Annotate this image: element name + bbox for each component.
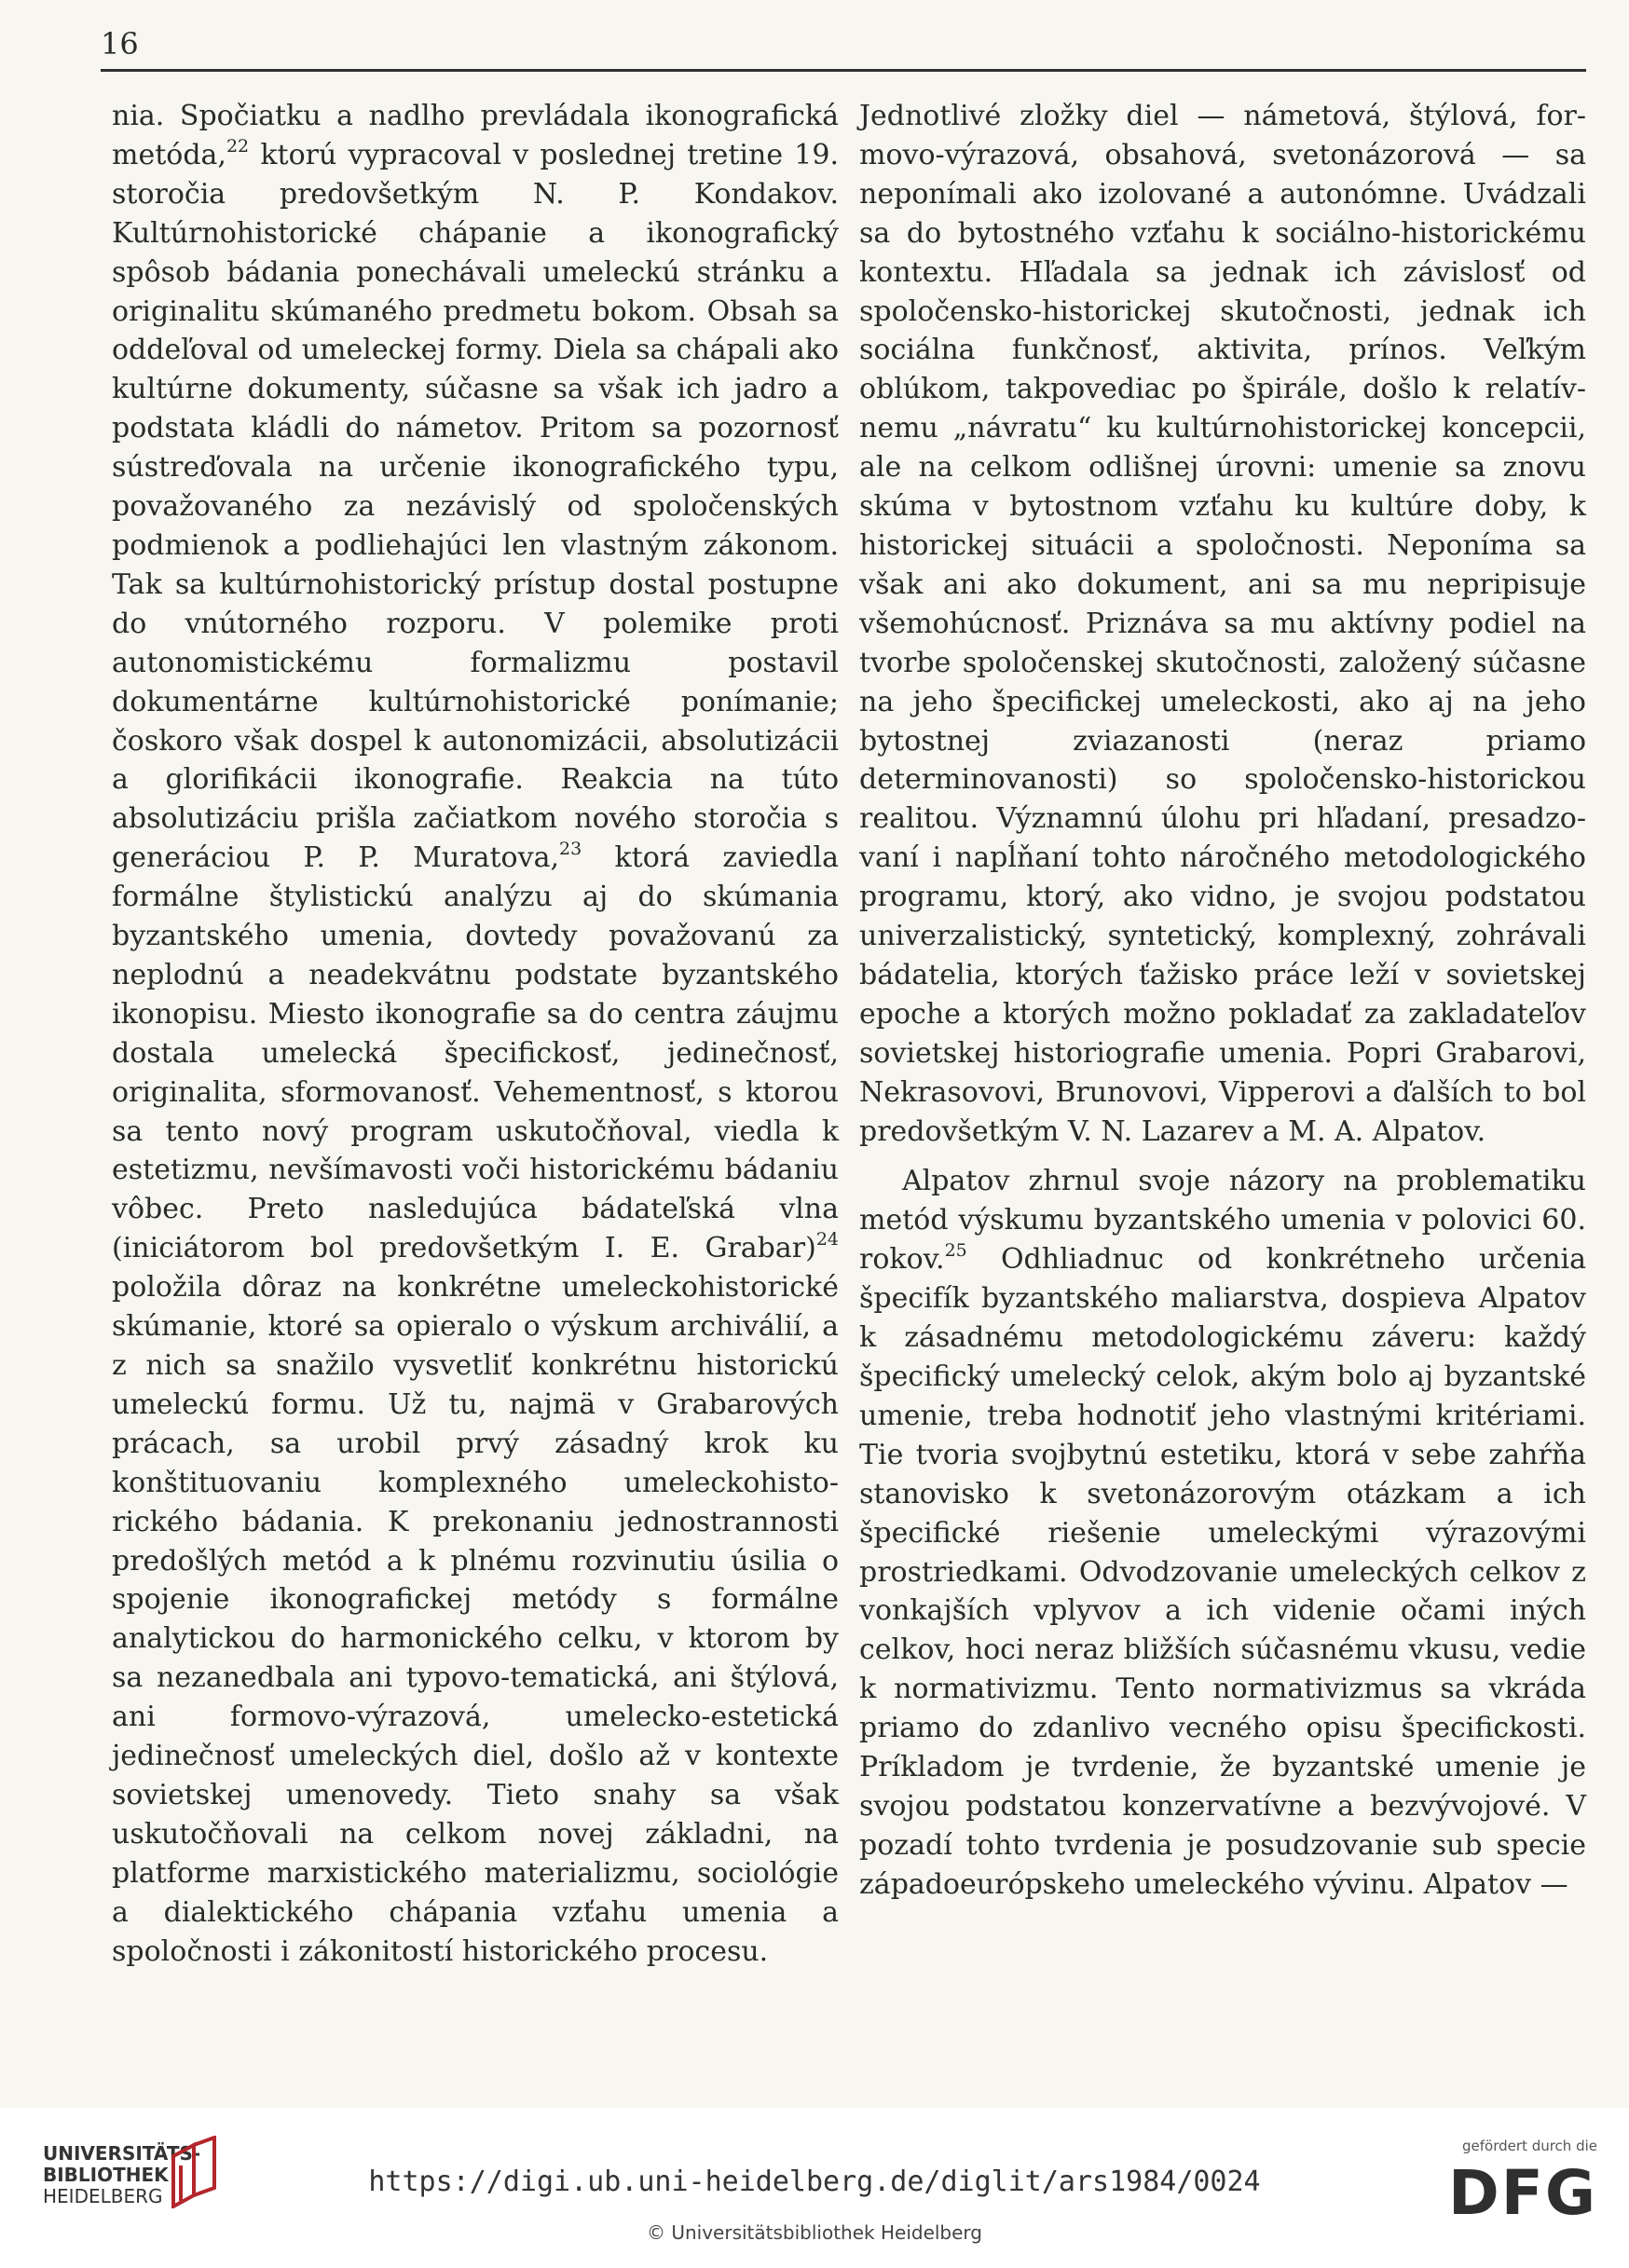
copyright-notice: © Universitätsbibliothek Heidelberg [646,2221,982,2244]
left-column [112,97,839,1972]
paragraph: Jednotlivé zložky diel — námetová, štýlová, formovo-výrazová, obsahová, svetonázorová — sa neponímali ako izolované a autonómne. Uvádzali sa do bytostného vzťahu k sociálno-historickému kontextu. Hľadala sa jednak ich závislosť od spoločensko-historickej skutočnosti, jednak ich sociálna funkčnosť, aktivita, prínos. Veľkým oblúkom, takpovediac po špirále, došlo k relatívnemu „návratu“ ku kultúrnohistorickej koncepcii, ale na celkom odlišnej úrovni: umenie sa znovu skúma v bytostnom vzťahu ku kultúre doby, k historickej situácii a spoločnosti. Neponíma sa však ani ako dokument, ani sa mu nepripisuje všemohúcnosť. Priznáva sa mu aktívny podiel na tvorbe spoločenskej skutočnosti, založený súčasne na jeho špecifickej umeleckosti, ako aj na jeho bytostnej zviazanosti (neraz priamo determinovanosti) so spoločensko-historickou realitou. Významnú úlohu pri hľadaní, presadzovaní i napĺňaní tohto náročného metodologického programu, ktorý, ako vidno, je svojou podstatou univerzalistický, syntetický, komplexný, zohrávali bádatelia, ktorých ťažisko práce leží v sovietskej epoche a ktorých možno pokladať za zakladateľov sovietskej historiografie umenia. Popri Grabarovi, Nekrasovovi, Brunovovi, Vipperovi a ďalších to bol predovšetkým V. N. Lazarev a M. A. Alpatov. [859,100,1586,1148]
library-name-line: UNIVERSITÄTS- [43,2142,201,2165]
page-url-link[interactable]: https://digi.ub.uni-heidelberg.de/diglit/ars1984/0024 [368,2166,1261,2198]
library-name-line: BIBLIOTHEK [43,2164,169,2186]
header-rule [101,69,1586,72]
paragraph: Alpatov zhrnul svoje názory na problematiku metód výskumu byzantského umenia v polovici 60. rokov.$^{25}$ Odhliadnuc od konkrétneho určenia špecifík byzantského maliarstva, dospieva Alpatov k zásadnému metodologickému záveru: každý špecifický umelecký celok, akým bolo aj byzantské umenie, treba hodnotiť jeho vlastnými kritériami. Tie tvoria svojbytnú estetiku, ktorá v sebe zahŕňa stanovisko k svetonázorovým otázkam a ich špecifické riešenie umeleckými výrazovými prostriedkami. Odvodzovanie umeleckých celkov z vonkajších vplyvov a ich videnie očami iných celkov, hoci neraz bližších súčasnému vkusu, vedie k normativizmu. Tento normativizmus sa vkráda priamo do zdanlivo vecného opisu špecifickosti. Príkladom je tvrdenie, že byzantské umenie je svojou podstatou konzervatívne a bezvývojové. V pozadí tohto tvrdenia je posudzovanie sub specie západoeurópskeho umeleckého vývinu. Alpatov — [859,1165,1586,1901]
paragraph: nia. Spočiatku a nadlho prevládala ikonografická metóda,$^{22}$ ktorú vypracoval v poslednej tretine 19. storočia predovšetkým N. P. Kondakov. Kultúrnohistorické chápanie a ikonografický spôsob bádania ponechávali umeleckú stránku a originalitu skúmaného predmetu bokom. Obsah sa oddeľoval od umeleckej formy. Diela sa chápali ako kultúrne dokumenty, súčasne sa však ich jadro a podstata kládli do námetov. Pritom sa pozornosť sústreďovala na určenie ikonografického typu, považovaného za nezávislý od spoločenských podmienok a podliehajúci len vlastným zákonom. Tak sa kultúrnohistorický prístup dostal postupne do vnútorného rozporu. V polemike proti autonomistickému formalizmu postavil dokumentárne kultúrnohistorické ponímanie; čoskoro však dospel k autonomizácii, absolutizácii a glorifikácii ikonografie. Reakcia na túto absolutizáciu prišla začiatkom nového storočia s generáciou P. P. Muratova,$^{23}$ ktorá zaviedla formálne štylistickú analýzu aj do skúmania byzantského umenia, dovtedy považovanú za neplodnú a neadekvátnu podstate byzantského ikonopisu. Miesto ikonografie sa do centra záujmu dostala umelecká špecifickosť, jedinečnosť, originalita, sformovanosť. Vehementnosť, s ktorou sa tento nový program uskutočňoval, viedla k estetizmu, nevšímavosti voči historickému bádaniu vôbec. Preto nasledujúca bádateľská vlna (iniciátorom bol predovšetkým I. E. Grabar)$^{24}$ položila dôraz na konkrétne umeleckohistorické skúmanie, ktoré sa opieralo o výskum archiválií, a z nich sa snažilo vysvetliť konkrétnu historickú umeleckú formu. Už tu, najmä v Grabarových prácach, sa urobil prvý zásadný krok ku konštituovaniu komplexného umeleckohistorického bádania. K prekonaniu jednostrannosti predošlých metód a k plnému rozvinutiu úsilia o spojenie ikonografickej metódy s formálne analytickou do harmonického celku, v ktorom by sa nezanedbala ani typovo-tematická, ani štýlová, ani formovo-výrazová, umelecko-estetická jedinečnosť umeleckých diel, došlo až v kontexte sovietskej umenovedy. Tieto snahy sa však uskutočňovali na celkom novej základni, na platforme marxistického materializmu, sociológie a dialektického chápania vzťahu umenia a spoločnosti i zákonitostí historického procesu. [112,100,839,1968]
page-number: 16 [101,26,139,61]
funder-note: gefördert durch die [1462,2138,1597,2154]
right-column [859,97,1586,1905]
dfg-logo[interactable]: DFG [1447,2157,1597,2229]
library-name-line: HEIDELBERG [43,2185,163,2207]
